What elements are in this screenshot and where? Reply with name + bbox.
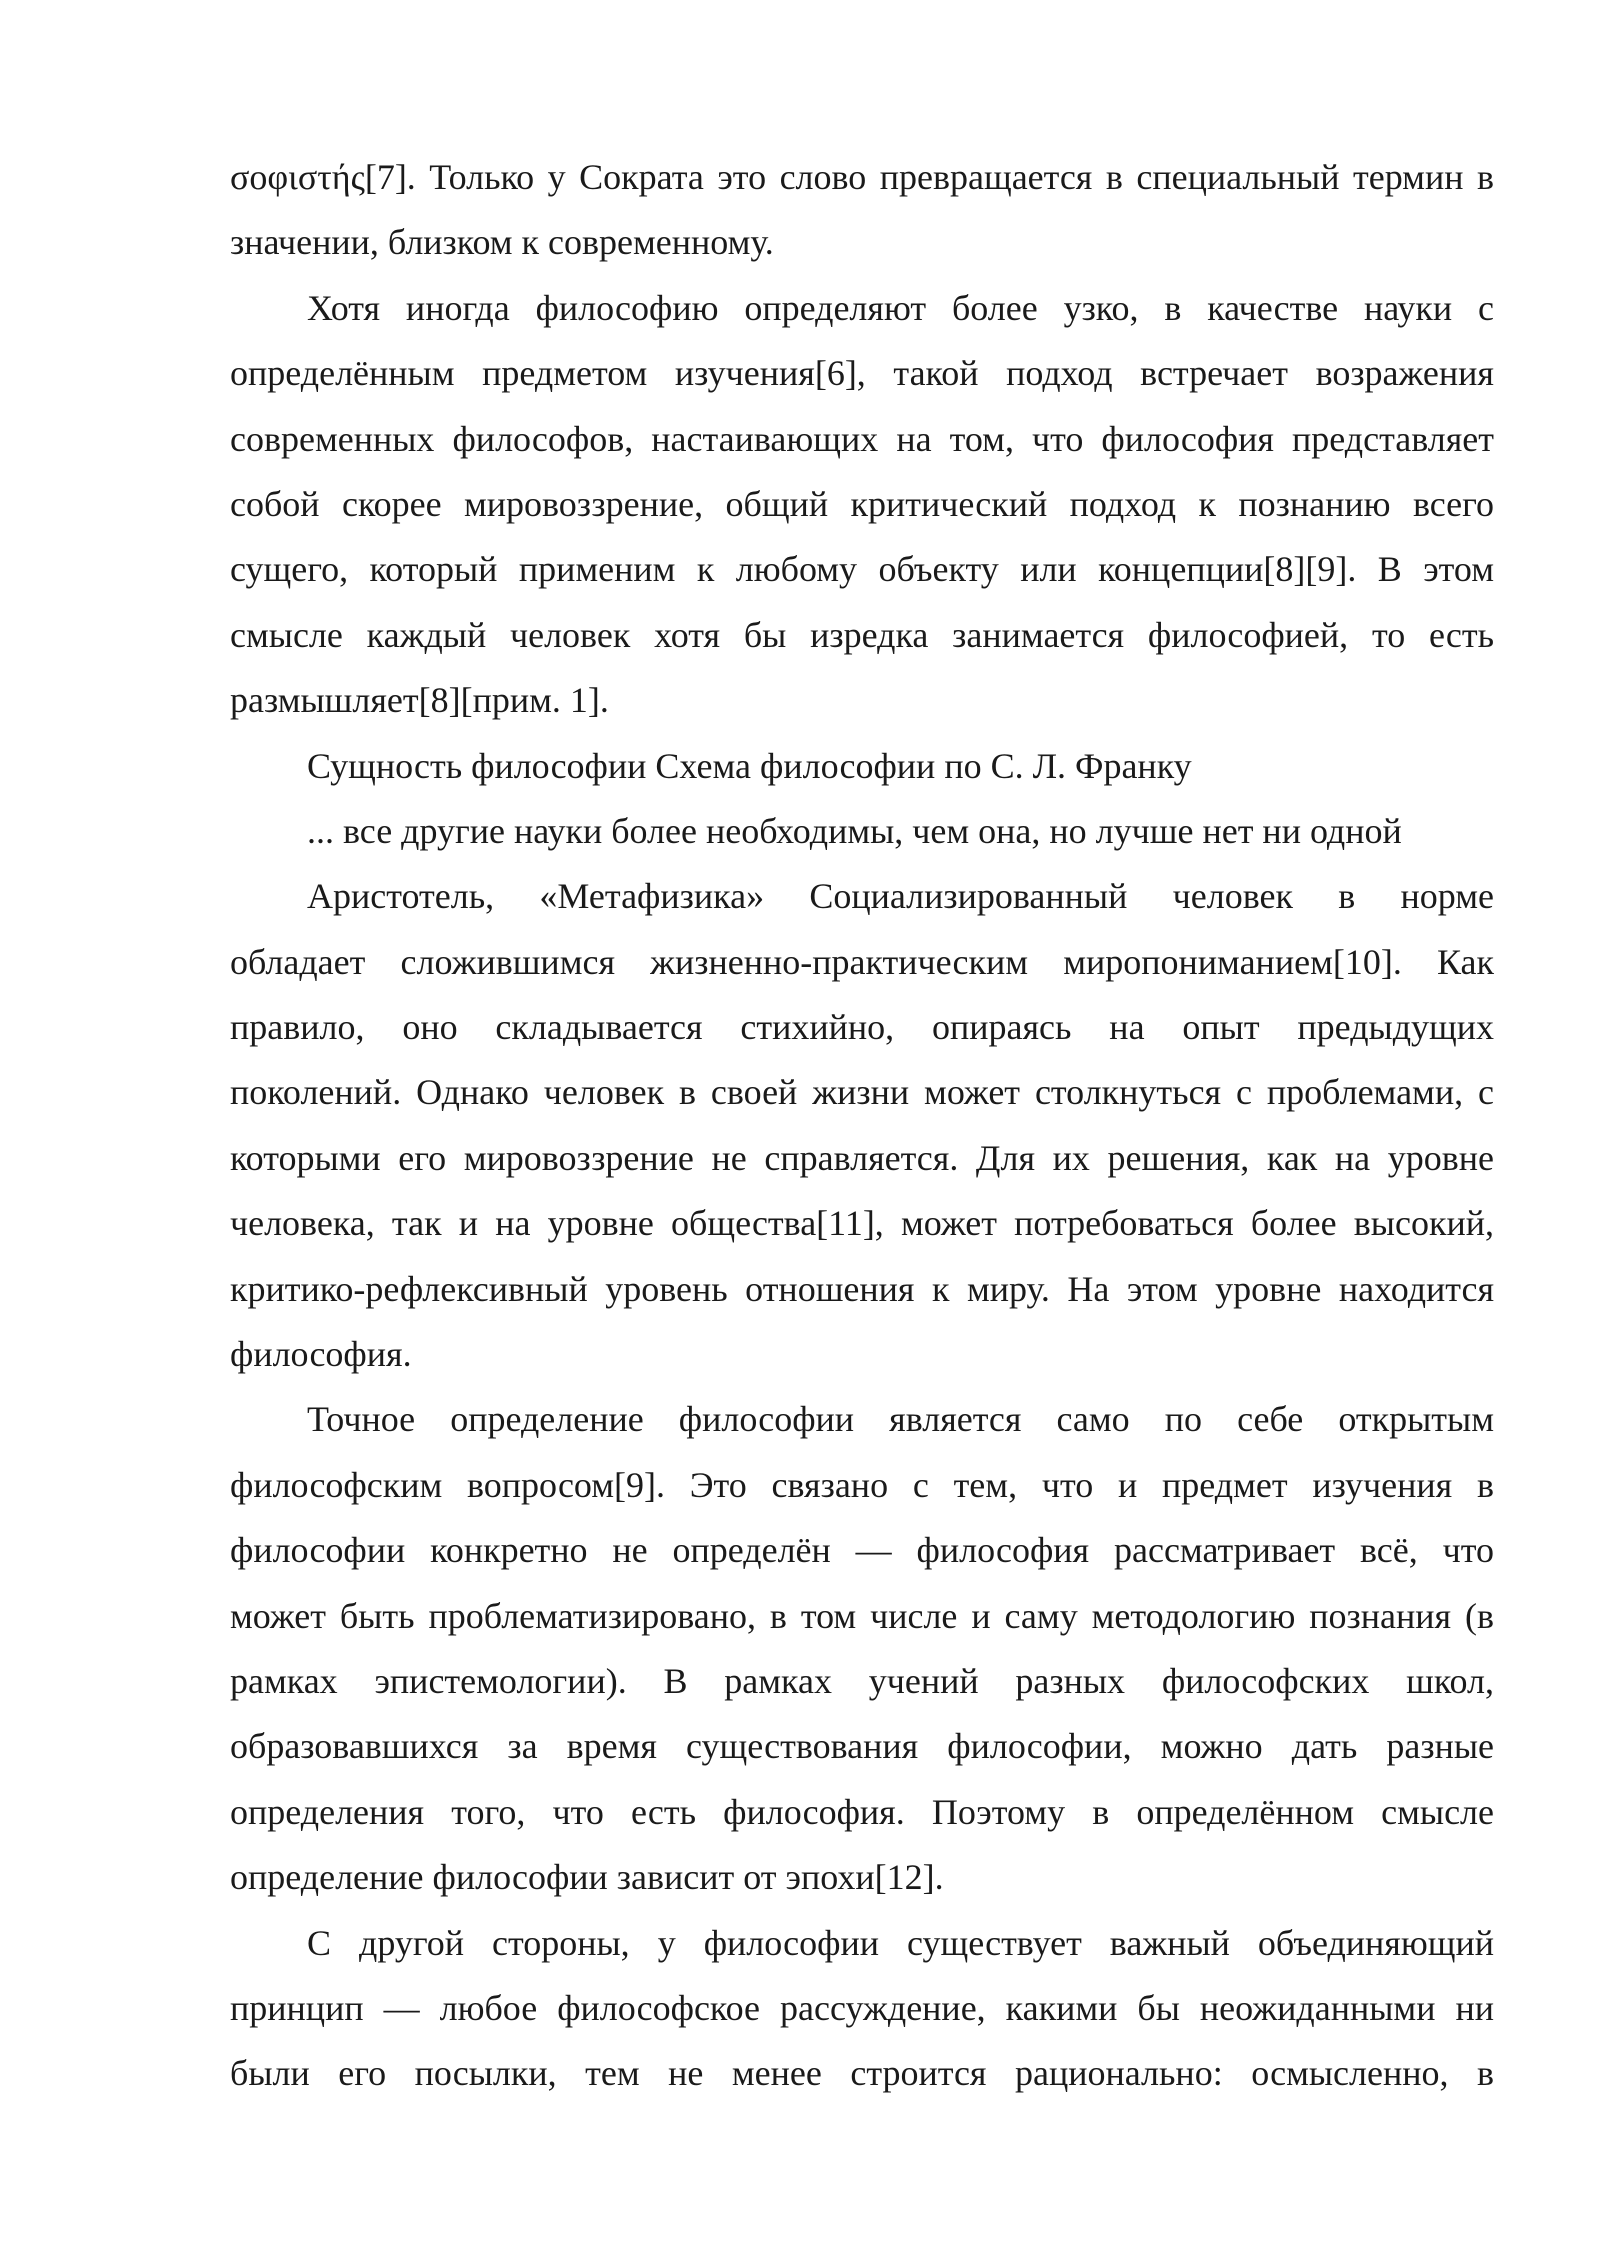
text-line: принцип — любое философское рассуждение, какими бы неожиданными ни: [230, 1987, 1494, 2028]
text-line: Сущность философии Схема философии по С. Л. Франку: [307, 745, 1192, 786]
text-line: рамках эпистемологии). В рамках учений разных философских школ,: [230, 1660, 1494, 1701]
text-line: философия.: [230, 1334, 412, 1375]
text-line: может быть проблематизировано, в том числе и саму методологию познания (в: [230, 1595, 1494, 1636]
text-line: философским вопросом[9]. Это связано с тем, что и предмет изучения в: [230, 1464, 1494, 1505]
text-line: обладает сложившимся жизненно-практическим миропониманием[10]. Как: [230, 941, 1494, 982]
text-line: современных философов, настаивающих на том, что философия представляет: [230, 418, 1494, 459]
text-line: сущего, который применим к любому объекту или концепции[8][9]. В этом: [230, 549, 1494, 590]
text-line: были его посылки, тем не менее строится рационально: осмысленно, в: [230, 2053, 1494, 2094]
text-line: С другой стороны, у философии существует важный объединяющий: [307, 1922, 1494, 1963]
text-line: человека, так и на уровне общества[11], может потребоваться более высокий,: [230, 1203, 1494, 1244]
text-line: смысле каждый человек хотя бы изредка занимается философией, то есть: [230, 614, 1494, 655]
text-line: значении, близком к современному.: [230, 222, 774, 263]
document-page: [230, 145, 1494, 2107]
text-line: размышляет[8][прим. 1].: [230, 680, 609, 721]
text-line: которыми его мировоззрение не справляется. Для их решения, как на уровне: [230, 1137, 1494, 1178]
text-line: Хотя иногда философию определяют более узко, в качестве науки с: [307, 287, 1494, 328]
text-line: философии конкретно не определён — философия рассматривает всё, что: [230, 1530, 1494, 1571]
text-line: правило, оно складывается стихийно, опираясь на опыт предыдущих: [230, 1007, 1494, 1048]
text-line: определённым предметом изучения[6], такой подход встречает возражения: [230, 353, 1494, 394]
text-line: Аристотель, «Метафизика» Социализированный человек в норме: [307, 876, 1494, 917]
text-line: собой скорее мировоззрение, общий критический подход к познанию всего: [230, 483, 1494, 524]
text-line: σοφιστής[7]. Только у Сократа это слово превращается в специальный термин в: [230, 157, 1494, 197]
text-line: критико-рефлексивный уровень отношения к миру. На этом уровне находится: [230, 1268, 1494, 1309]
text-line: ... все другие науки более необходимы, чем она, но лучше нет ни одной: [307, 810, 1402, 851]
text-line: определение философии зависит от эпохи[12].: [230, 1857, 944, 1898]
text-line: поколений. Однако человек в своей жизни может столкнуться с проблемами, с: [230, 1072, 1494, 1113]
text-line: образовавшихся за время существования философии, можно дать разные: [230, 1726, 1494, 1767]
text-line: определения того, что есть философия. Поэтому в определённом смысле: [230, 1791, 1494, 1832]
text-line: Точное определение философии является само по себе открытым: [307, 1399, 1494, 1440]
